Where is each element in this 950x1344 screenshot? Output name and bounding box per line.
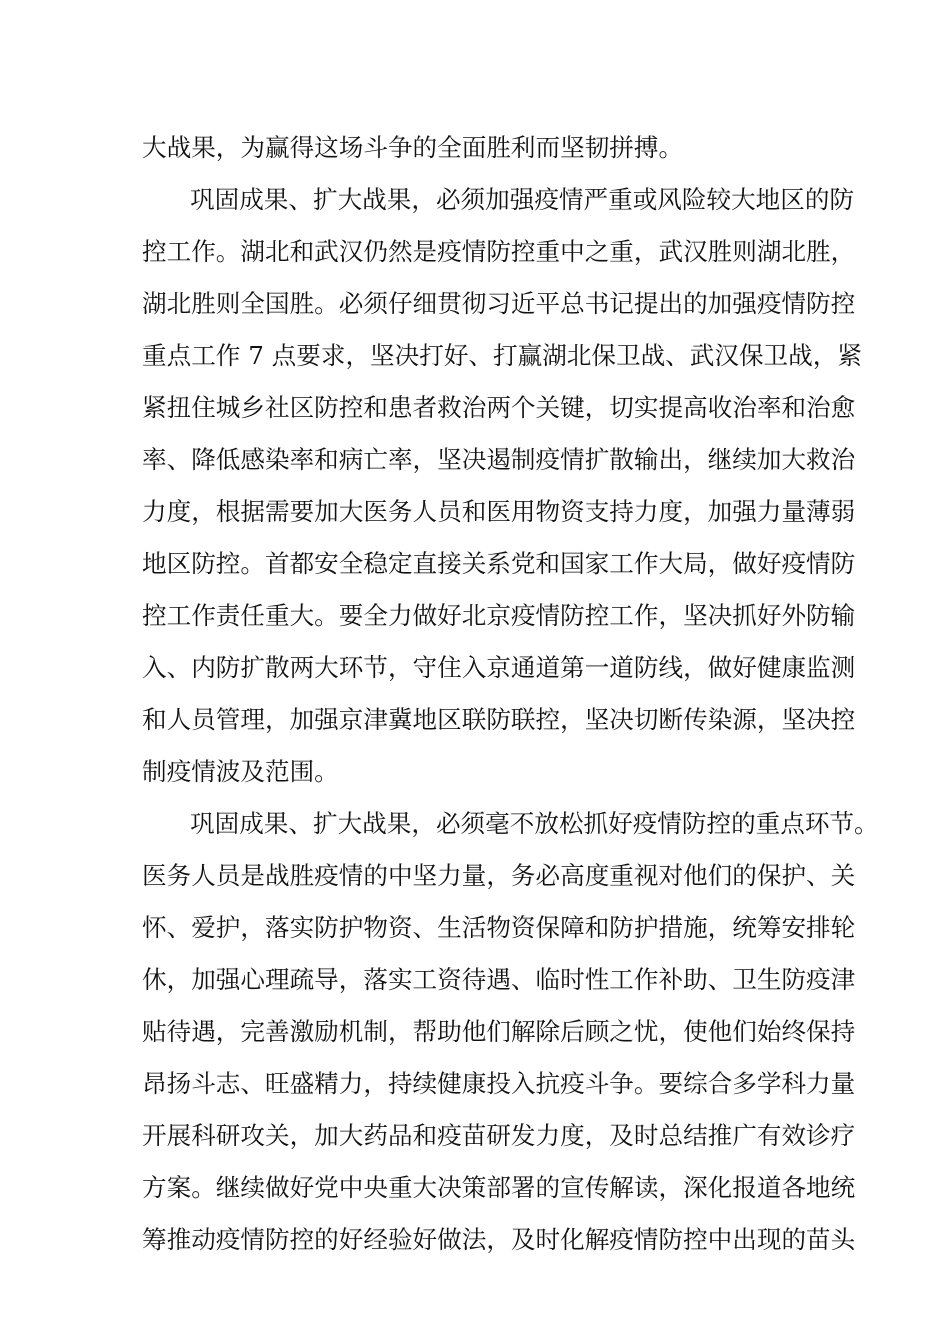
text-line: 入、内防扩散两大环节，守住入京通道第一道防线，做好健康监测 xyxy=(142,653,856,682)
text-line: 贴待遇，完善激励机制，帮助他们解除后顾之忧，使他们始终保持 xyxy=(142,1017,856,1046)
text-line: 力度，根据需要加大医务人员和医用物资支持力度，加强力量薄弱 xyxy=(142,497,856,526)
text-line: 开展科研攻关，加大药品和疫苗研发力度，及时总结推广有效诊疗 xyxy=(142,1121,856,1150)
paragraph-first-line: 巩固成果、扩大战果，必须毫不放松抓好疫情防控的重点环节。 xyxy=(190,809,879,838)
text-line: 制疫情波及范围。 xyxy=(142,757,339,786)
text-line: 控工作。湖北和武汉仍然是疫情防控重中之重，武汉胜则湖北胜， xyxy=(142,237,856,266)
text-line: 昂扬斗志、旺盛精力，持续健康投入抗疫斗争。要综合多学科力量 xyxy=(142,1069,856,1098)
text-line: 湖北胜则全国胜。必须仔细贯彻习近平总书记提出的加强疫情防控 xyxy=(142,289,856,318)
paragraph-first-line: 巩固成果、扩大战果，必须加强疫情严重或风险较大地区的防 xyxy=(190,185,855,214)
text-line: 和人员管理，加强京津冀地区联防联控，坚决切断传染源，坚决控 xyxy=(142,705,856,734)
text-line: 筹推动疫情防控的好经验好做法，及时化解疫情防控中出现的苗头 xyxy=(142,1225,856,1254)
text-line: 紧扭住城乡社区防控和患者救治两个关键，切实提高收治率和治愈 xyxy=(142,393,856,422)
text-line: 重点工作 7 点要求，坚决打好、打赢湖北保卫战、武汉保卫战，紧 xyxy=(142,341,862,370)
text-line: 休，加强心理疏导，落实工资待遇、临时性工作补助、卫生防疫津 xyxy=(142,965,856,994)
text-line: 医务人员是战胜疫情的中坚力量，务必高度重视对他们的保护、关 xyxy=(142,861,856,890)
text-line: 方案。继续做好党中央重大决策部署的宣传解读，深化报道各地统 xyxy=(142,1173,856,1202)
text-line: 控工作责任重大。要全力做好北京疫情防控工作，坚决抓好外防输 xyxy=(142,601,856,630)
text-line: 大战果，为赢得这场斗争的全面胜利而坚韧拼搏。 xyxy=(142,133,684,162)
text-line: 率、降低感染率和病亡率，坚决遏制疫情扩散输出，继续加大救治 xyxy=(142,445,856,474)
text-line: 怀、爱护，落实防护物资、生活物资保障和防护措施，统筹安排轮 xyxy=(142,913,856,942)
text-line: 地区防控。首都安全稳定直接关系党和国家工作大局，做好疫情防 xyxy=(142,549,856,578)
